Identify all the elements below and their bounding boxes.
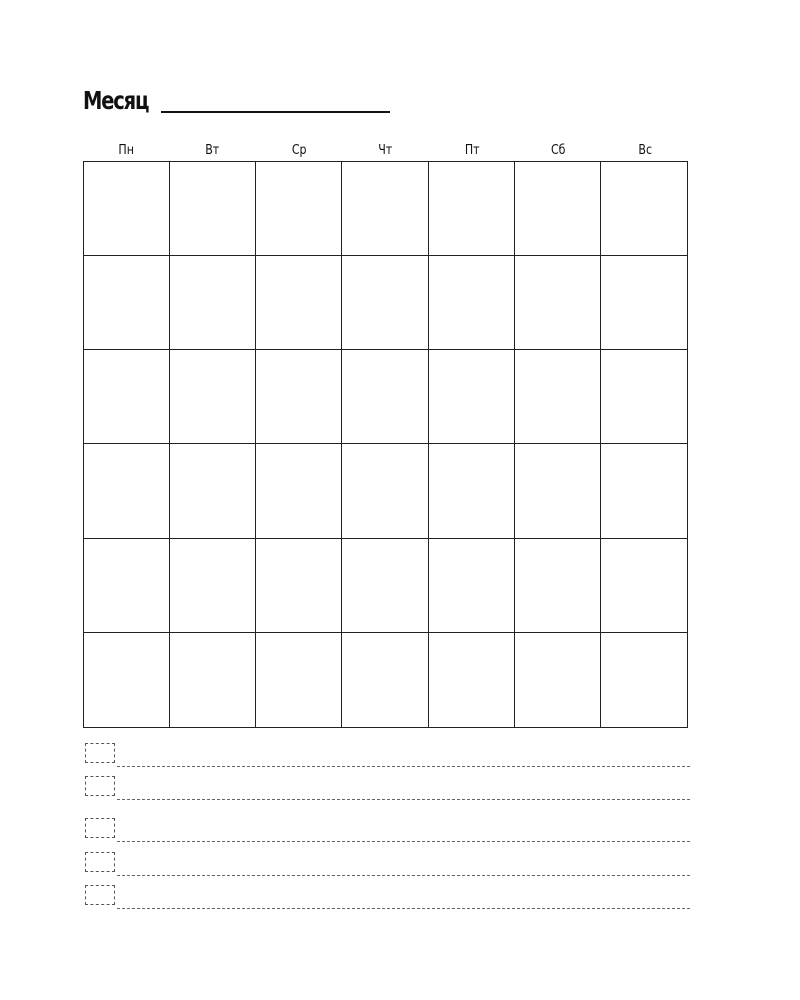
weekday-saturday: Сб <box>551 143 566 158</box>
calendar-day-cell[interactable] <box>256 256 342 350</box>
calendar-day-cell[interactable] <box>515 444 601 538</box>
calendar-day-cell[interactable] <box>601 444 687 538</box>
todo-checkbox[interactable] <box>85 885 115 905</box>
calendar-day-cell[interactable] <box>429 256 515 350</box>
todo-checkbox[interactable] <box>85 852 115 872</box>
weekday-header <box>83 141 688 161</box>
calendar-day-cell[interactable] <box>256 350 342 444</box>
calendar-day-cell[interactable] <box>84 162 170 256</box>
calendar-day-cell[interactable] <box>256 162 342 256</box>
calendar-day-cell[interactable] <box>515 256 601 350</box>
calendar-day-cell[interactable] <box>256 633 342 727</box>
calendar-day-cell[interactable] <box>429 633 515 727</box>
calendar-day-cell[interactable] <box>601 162 687 256</box>
todo-write-line[interactable] <box>117 766 690 767</box>
calendar-day-cell[interactable] <box>601 256 687 350</box>
calendar-day-cell[interactable] <box>170 633 256 727</box>
calendar-day-cell[interactable] <box>342 350 428 444</box>
calendar-day-cell[interactable] <box>601 539 687 633</box>
weekday-friday: Пт <box>464 143 480 158</box>
calendar-day-cell[interactable] <box>170 350 256 444</box>
calendar-day-cell[interactable] <box>429 162 515 256</box>
calendar-day-cell[interactable] <box>342 444 428 538</box>
todo-write-line[interactable] <box>117 875 690 876</box>
calendar-day-cell[interactable] <box>342 162 428 256</box>
calendar-day-cell[interactable] <box>429 350 515 444</box>
todo-checkbox[interactable] <box>85 818 115 838</box>
calendar-day-cell[interactable] <box>515 350 601 444</box>
todo-item <box>85 818 690 842</box>
calendar-day-cell[interactable] <box>515 633 601 727</box>
month-title: Месяц <box>83 86 149 115</box>
calendar-day-cell[interactable] <box>515 162 601 256</box>
calendar-day-cell[interactable] <box>601 633 687 727</box>
calendar-day-cell[interactable] <box>84 539 170 633</box>
todo-item <box>85 776 690 800</box>
weekday-thursday: Чт <box>378 143 393 158</box>
todo-checkbox[interactable] <box>85 776 115 796</box>
month-name-write-line[interactable] <box>161 111 390 113</box>
calendar-day-cell[interactable] <box>84 444 170 538</box>
todo-write-line[interactable] <box>117 908 690 909</box>
calendar-day-cell[interactable] <box>170 256 256 350</box>
weekday-sunday: Вс <box>637 143 652 158</box>
calendar-day-cell[interactable] <box>342 633 428 727</box>
todo-item <box>85 885 690 909</box>
weekday-wednesday: Ср <box>291 143 307 158</box>
calendar-day-cell[interactable] <box>84 350 170 444</box>
todo-write-line[interactable] <box>117 841 690 842</box>
calendar-grid <box>83 161 688 728</box>
calendar-day-cell[interactable] <box>342 539 428 633</box>
calendar-day-cell[interactable] <box>170 539 256 633</box>
calendar-day-cell[interactable] <box>256 444 342 538</box>
todo-write-line[interactable] <box>117 799 690 800</box>
calendar-day-cell[interactable] <box>342 256 428 350</box>
calendar-day-cell[interactable] <box>170 444 256 538</box>
calendar-day-cell[interactable] <box>256 539 342 633</box>
todo-item <box>85 852 690 876</box>
weekday-tuesday: Вт <box>205 143 220 158</box>
calendar-day-cell[interactable] <box>515 539 601 633</box>
todo-checkbox[interactable] <box>85 743 115 763</box>
calendar-day-cell[interactable] <box>601 350 687 444</box>
todo-item <box>85 743 690 767</box>
calendar-day-cell[interactable] <box>170 162 256 256</box>
calendar-day-cell[interactable] <box>84 633 170 727</box>
calendar-day-cell[interactable] <box>84 256 170 350</box>
weekday-monday: Пн <box>118 143 134 158</box>
calendar-day-cell[interactable] <box>429 444 515 538</box>
calendar-day-cell[interactable] <box>429 539 515 633</box>
